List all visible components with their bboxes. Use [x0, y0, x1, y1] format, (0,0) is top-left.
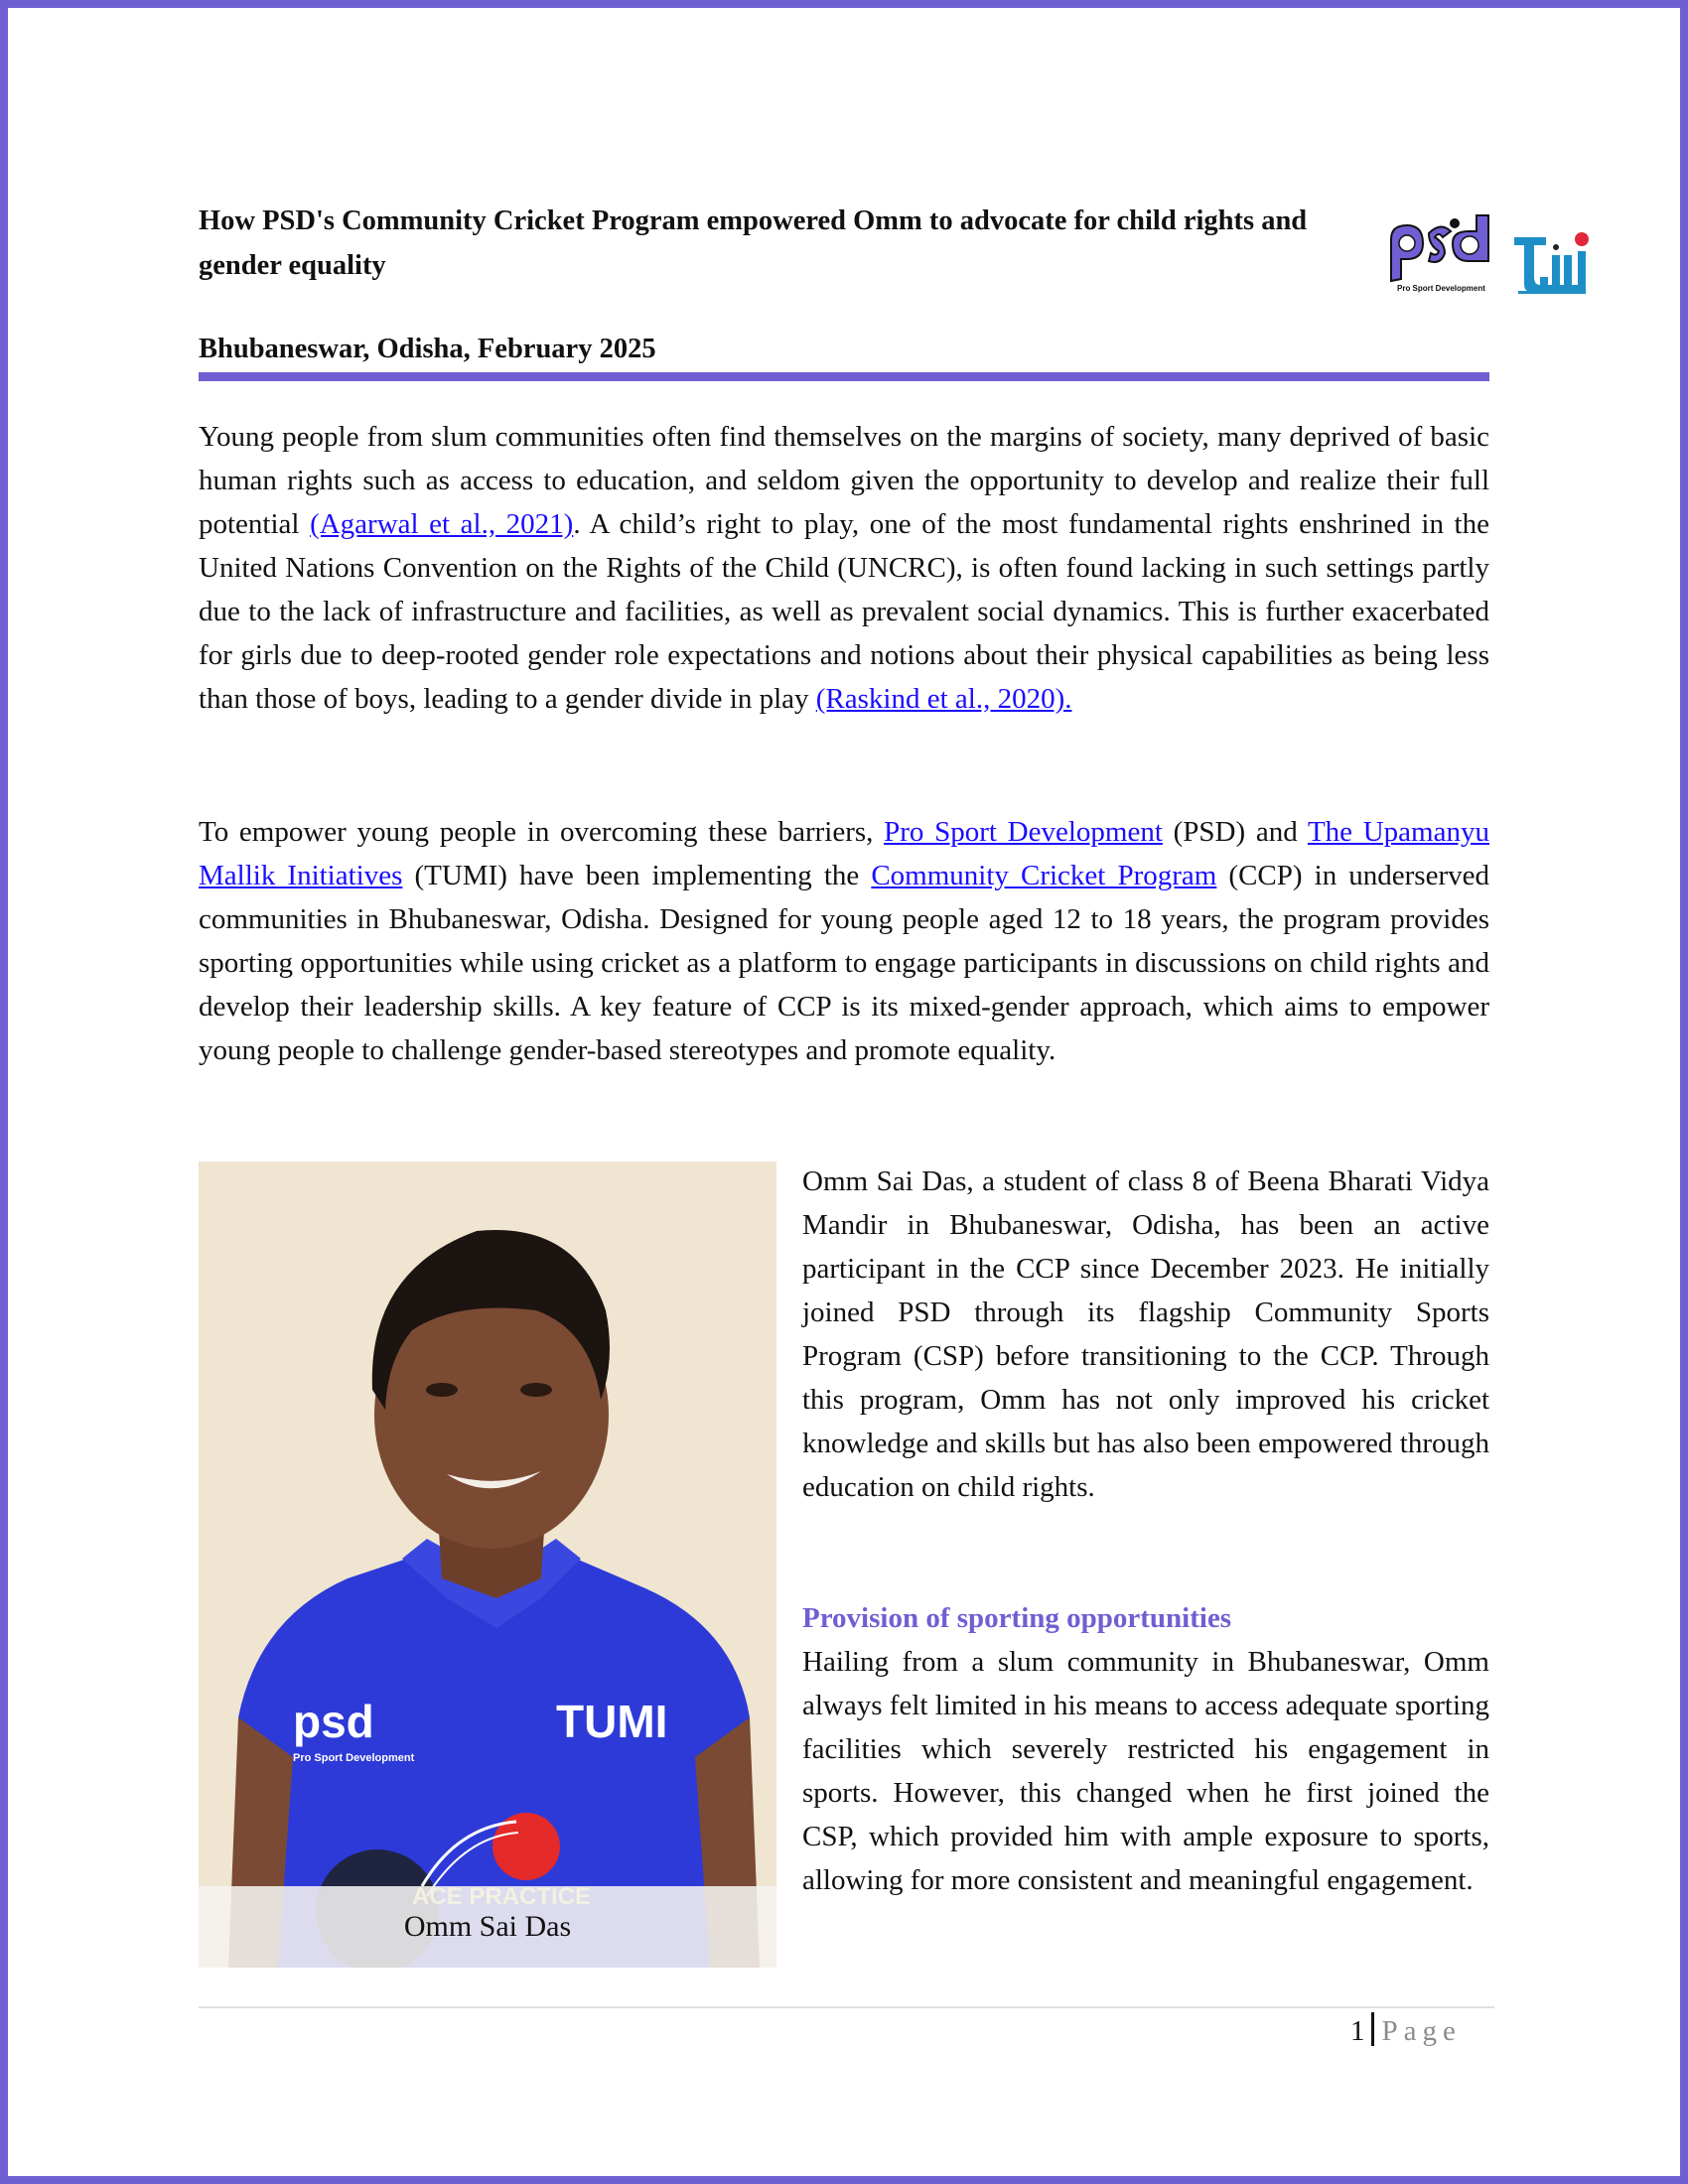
program-text-1: To empower young people in overcoming these barriers, — [199, 816, 885, 848]
program-paragraph — [199, 810, 1489, 1072]
section-heading-sporting-opportunities: Provision of sporting opportunities — [802, 1602, 1232, 1634]
shirt-tumi-text: TUMI — [556, 1696, 668, 1747]
intro-text-2: . A child’s right to play, one of the most fundamental rights enshrined in the United Nations Convention on the Rights of the Child (UNCRC), is often found lacking in such settings partly due to the lack of infrastructure and facilities, as well as prevalent social dynamics. This is further exacerbated for girls due to deep-rooted gender role expectations and notions about their physical capabilities as being less than those of boys, leading to a gender divide in play — [199, 508, 1489, 715]
program-text-2: (PSD) and — [1162, 816, 1308, 848]
pro-sport-development-link[interactable]: Pro Sport Development — [884, 816, 1163, 848]
photo-caption-band — [199, 1886, 776, 1968]
citation-raskind-link[interactable]: (Raskind et al., 2020). — [815, 683, 1072, 715]
citation-agarwal-link[interactable]: (Agarwal et al., 2021) — [310, 508, 574, 540]
shirt-psd-tagline: Pro Sport Development — [293, 1752, 415, 1764]
community-cricket-program-link[interactable]: Community Cricket Program — [871, 860, 1217, 891]
page-separator — [1371, 2012, 1374, 2046]
logo-group — [1385, 213, 1604, 303]
psd-logo-icon — [1385, 213, 1496, 295]
sporting-opportunities-paragraph: Hailing from a slum community in Bhubaneswar, Omm always felt limited in his means to access adequate sporting facilities which severely restricted his engagement in sports. However, this changed when he first joined the CSP, which provided him with ample exposure to sports, allowing for more consistent and meaningful engagement. — [802, 1646, 1489, 1896]
page-footer — [1350, 2009, 1462, 2053]
portrait-illustration-icon — [199, 1161, 776, 1968]
footer-rule — [199, 2006, 1494, 2008]
header-rule — [199, 372, 1489, 381]
intro-text-1: Young people from slum communities often find themselves on the margins of society, many deprived of basic human rights such as access to education, and seldom given the opportunity to develop and realize their full potential — [199, 421, 1489, 540]
document-title: How PSD's Community Cricket Program empowered Omm to advocate for child rights and gender equality — [199, 205, 1308, 281]
program-text-3: (TUMI) have been implementing the — [402, 860, 872, 891]
psd-tagline: Pro Sport Development — [1397, 284, 1485, 293]
page-label: Page — [1381, 2015, 1462, 2047]
photo-caption: Omm Sai Das — [403, 1910, 572, 1943]
profile-paragraph: Omm Sai Das, a student of class 8 of Beena Bharati Vidya Mandir in Bhubaneswar, Odisha, has been an active participant in the CCP since December 2023. He initially joined PSD through its flagship Community Sports Program (CSP) before transitioning to the CCP. Through this program, Omm has not only improved his cricket knowledge and skills but has also been empowered through education on child rights. — [802, 1165, 1489, 1503]
intro-paragraph — [199, 415, 1489, 721]
tumi-logo-icon — [1512, 225, 1592, 295]
portrait-photo — [199, 1161, 776, 1968]
page-number: 1 — [1350, 2015, 1365, 2047]
tumi-link[interactable]: The Upamanyu Mallik Initiatives — [199, 816, 1489, 891]
dateline: Bhubaneswar, Odisha, February 2025 — [199, 334, 656, 364]
shirt-psd-text: psd — [293, 1696, 374, 1747]
program-text-4: (CCP) in underserved communities in Bhubaneswar, Odisha. Designed for young people aged 12 to 18 years, the program provides sporting opportunities while using cricket as a platform to engage participants in discussions on child rights and develop their leadership skills. A key feature of CCP is its mixed-gender approach, which aims to empower young people to challenge gender-based stereotypes and promote equality. — [199, 860, 1489, 1066]
